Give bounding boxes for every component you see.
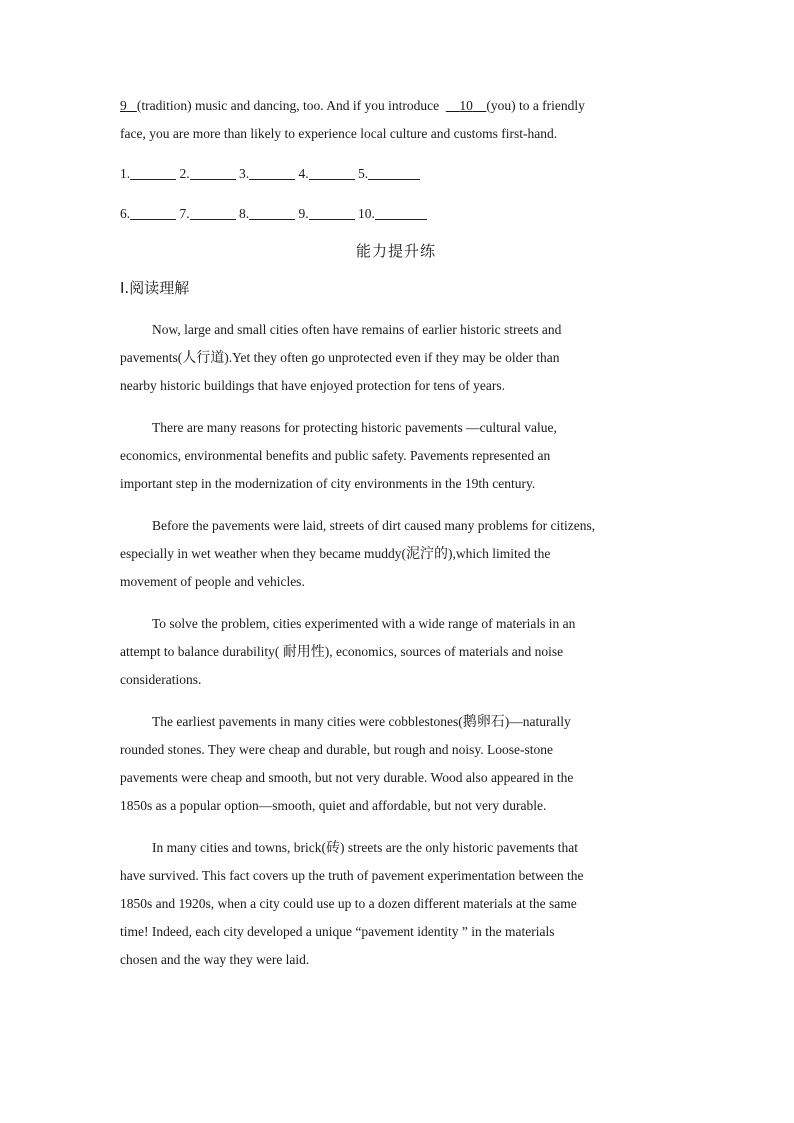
answer-blank[interactable]: [190, 165, 236, 180]
chinese-gloss: 耐用性: [282, 644, 325, 660]
answer-label: 7.: [179, 206, 190, 221]
cloze-text: (tradition) music and dancing, too. And if you introduce: [136, 98, 440, 113]
chinese-gloss: 鹅卵石: [462, 714, 505, 730]
answer-blank[interactable]: [375, 205, 427, 220]
answer-label: 6.: [120, 206, 131, 221]
answer-row-2: [120, 200, 672, 228]
cloze-line-2: face, you are more than likely to experience local culture and customs first-hand.: [120, 126, 558, 141]
answer-blank[interactable]: [130, 205, 176, 220]
passage-paragraph-3: Before the pavements were laid, streets of dirt caused many problems for citizens, especially in wet weather when they became muddy(泥泞的),which limited the movement of people and vehicles.: [120, 518, 596, 589]
answer-blank[interactable]: [249, 165, 295, 180]
subsection-title: Ⅰ.阅读理解: [120, 279, 190, 297]
cloze-continuation: [120, 92, 672, 148]
answer-blank[interactable]: [309, 165, 355, 180]
answer-label: 4.: [298, 166, 309, 181]
answer-label: 1.: [120, 166, 131, 181]
passage-paragraph-4: To solve the problem, cities experimented with a wide range of materials in an attempt to balance durability( 耐用性), economics, sources of materials and noise considerations.: [120, 616, 576, 687]
passage-paragraph-2: There are many reasons for protecting historic pavements —cultural value, economics, environmental benefits and public safety. Pavements represented an important step in the modernization of city environments in the 19th century.: [120, 420, 557, 491]
passage-paragraph-5: The earliest pavements in many cities were cobblestones(鹅卵石)—naturally rounded stones. They were cheap and durable, but rough and noisy. Loose-stone pavements were cheap and smooth, but not very durable. Wood also appeared in the 1850s as a popular option—smooth, quiet and affordable, but not very durable.: [120, 714, 574, 813]
answer-label: 3.: [239, 166, 250, 181]
answer-blank[interactable]: [190, 205, 236, 220]
section-title: 能力提升练: [355, 242, 436, 260]
answer-blank[interactable]: [368, 165, 420, 180]
blank-9[interactable]: 9: [120, 98, 127, 113]
answer-sheet: [120, 160, 672, 228]
answer-row-1: [120, 160, 672, 188]
answer-blank[interactable]: [249, 205, 295, 220]
blank-10[interactable]: 10: [459, 98, 473, 113]
passage-paragraph-6: In many cities and towns, brick(砖) streets are the only historic pavements that have survived. This fact covers up the truth of pavement experimentation between the 1850s and 1920s, when a city could use up to a dozen different materials at the same time! Indeed, each city developed a unique “pavement identity ” in the materials chosen and the way they were laid.: [120, 840, 584, 967]
passage-paragraph-1: Now, large and small cities often have remains of earlier historic streets and pavements(人行道).Yet they often go unprotected even if they may be older than nearby historic buildings that have enjoyed protection for tens of years.: [120, 322, 562, 393]
answer-label: 8.: [239, 206, 250, 221]
answer-label: 9.: [298, 206, 309, 221]
answer-label: 2.: [179, 166, 190, 181]
answer-label: 5.: [358, 166, 369, 181]
cloze-line-1: [120, 92, 672, 120]
chinese-gloss: 人行道: [182, 350, 225, 366]
chinese-gloss: 泥泞的: [406, 546, 449, 562]
answer-blank[interactable]: [309, 205, 355, 220]
document-page: [120, 92, 672, 988]
answer-label: 10.: [358, 206, 375, 221]
chinese-gloss: 砖: [325, 840, 340, 856]
answer-blank[interactable]: [130, 165, 176, 180]
cloze-text: (you) to a friendly: [486, 98, 585, 113]
